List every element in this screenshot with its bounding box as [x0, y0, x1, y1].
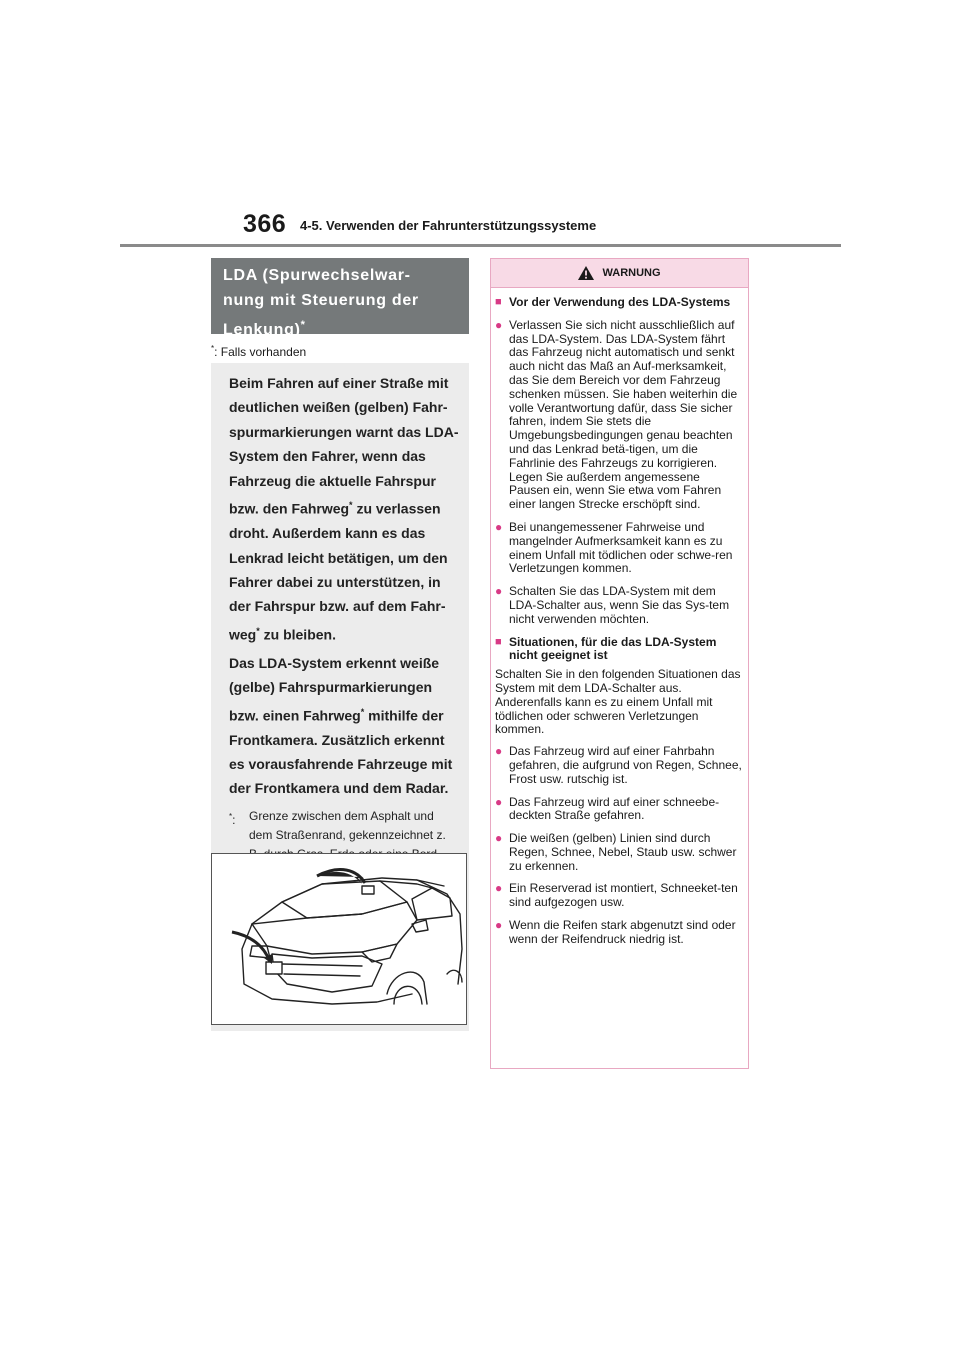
situation-item — [495, 796, 742, 824]
description-paragraph-2 — [229, 651, 459, 801]
square-bullet-icon: ■ — [495, 635, 502, 648]
para1-mark-a: * — [349, 500, 353, 511]
warning-item — [495, 319, 742, 512]
note-mark: * — [229, 811, 233, 821]
round-bullet-icon: ● — [495, 831, 503, 846]
footnote-mark: * — [211, 344, 215, 353]
para1-text-b: zu verlassen droht. Außerdem kann es das Lenkrad leicht betätigen, um den Fahrer dabei zu unterstützen, in der Fahrspur bzw. auf dem Fahr-weg — [229, 500, 448, 643]
situation-text: Die weißen (gelben) Linien sind durch Regen, Schnee, Nebel, Staub usw. schwer zu erkennen. — [509, 831, 737, 873]
header-rule — [120, 244, 841, 247]
note-colon: : — [232, 812, 236, 827]
warning-box — [490, 258, 749, 1069]
situation-item — [495, 919, 742, 947]
warning-item-text: Schalten Sie das LDA-System mit dem LDA-Schalter aus, wenn Sie das Sys-tem nicht verwenden möchten. — [509, 584, 730, 626]
round-bullet-icon: ● — [495, 918, 503, 933]
warning-item — [495, 521, 742, 576]
situation-text: Das Fahrzeug wird auf einer schneebe-deckten Straße gefahren. — [509, 794, 720, 823]
situation-item — [495, 832, 742, 873]
warning-heading: WARNUNG — [602, 267, 661, 279]
round-bullet-icon: ● — [495, 794, 503, 809]
section-header: 4-5. Verwenden der Fahrunterstützungssysteme — [300, 218, 597, 233]
title-line-2: nung mit Steuerung der — [223, 292, 419, 309]
title-line-3: Lenkung) — [223, 321, 301, 339]
round-bullet-icon: ● — [495, 519, 503, 534]
footnote-text: : Falls vorhanden — [214, 345, 307, 359]
para1-text-c: zu bleiben. — [259, 626, 336, 643]
title-line-1: LDA (Spurwechselwar- — [223, 267, 411, 284]
situation-text: Das Fahrzeug wird auf einer Fahrbahn gefahren, die aufgrund von Regen, Schnee, Frost usw. rutschig ist. — [509, 744, 742, 786]
situation-item — [495, 745, 742, 786]
situation-text: Ein Reserverad ist montiert, Schneeket-ten sind aufgezogen usw. — [509, 881, 738, 910]
warning-subheading — [495, 296, 742, 310]
vehicle-illustration — [211, 853, 467, 1025]
warning-header — [491, 259, 748, 288]
para2-text-b: mithilfe der Frontkamera. Zusätzlich erkennt es vorausfahrende Fahrzeuge mit der Frontkamera und dem Radar. — [229, 707, 453, 797]
warning-item — [495, 585, 742, 626]
para1-text-a: Beim Fahren auf einer Straße mit deutlichen weißen (gelben) Fahr-spurmarkierungen warnt das LDA-System den Fahrer, wenn das Fahrzeug die aktuelle Fahrspur bzw. den Fahrweg — [229, 375, 459, 517]
para2-text-a: Das LDA-System erkennt weiße (gelbe) Fahrspurmarkierungen bzw. einen Fahrweg — [229, 654, 440, 724]
availability-footnote — [211, 344, 306, 359]
round-bullet-icon: ● — [495, 881, 503, 896]
warning-paragraph: Schalten Sie in den folgenden Situationen das System mit dem LDA-Schalter aus. Anderenfalls kann es zu einem Unfall mit tödlichen oder schweren Verletzungen kommen. — [495, 667, 741, 737]
title-footnote-mark: * — [300, 319, 306, 331]
situation-item — [495, 882, 742, 910]
round-bullet-icon: ● — [495, 584, 503, 599]
para2-mark-a: * — [360, 706, 365, 717]
para1-mark-b: * — [256, 625, 260, 636]
warning-subheading — [495, 636, 742, 664]
warning-item-text: Bei unangemessener Fahrweise und mangelnder Aufmerksamkeit kann es zu einem Unfall mit tödlichen oder schwe-ren Verletzungen kommen. — [509, 519, 733, 576]
car-camera-radar-icon — [212, 854, 466, 1024]
description-paragraph-1 — [229, 371, 459, 647]
warning-item-text: Verlassen Sie sich nicht ausschließlich auf das LDA-System. Das LDA-System fährt das Fahrzeug nicht automatisch und senkt auch nicht das Maß an Auf-merksamkeit, das Sie dem Bereich vor dem Fahrzeug schenken müssen. Sie haben weiterhin die volle Verantwortung dafür, dass Sie sicher fahren, indem Sie stets die Umgebungsbedingungen genau beachten und das Lenkrad betä-tigen, um die Fahrlinie des Fahrzeugs zu korrigieren. Legen Sie außerdem angemessene Pausen ein, wenn Sie etwa vom Fahren einer langen Strecke erschöpft sind. — [509, 317, 738, 512]
note-text: Grenze zwischen dem Asphalt und dem Straßenrand, gekennzeichnet z. — [249, 808, 446, 842]
page-number: 366 — [243, 210, 287, 238]
square-bullet-icon: ■ — [495, 296, 502, 308]
warning-subheading-text: Vor der Verwendung des LDA-Systems — [509, 295, 731, 309]
warning-subheading-text: Situationen, für die das LDA-System nicht geeignet ist — [509, 634, 717, 663]
situation-text: Wenn die Reifen stark abgenutzt sind oder wenn der Reifendruck niedrig ist. — [509, 918, 736, 946]
round-bullet-icon: ● — [495, 744, 503, 759]
section-title — [211, 258, 469, 339]
warning-content — [491, 288, 748, 947]
warning-triangle-icon — [578, 266, 594, 280]
round-bullet-icon: ● — [495, 317, 503, 332]
